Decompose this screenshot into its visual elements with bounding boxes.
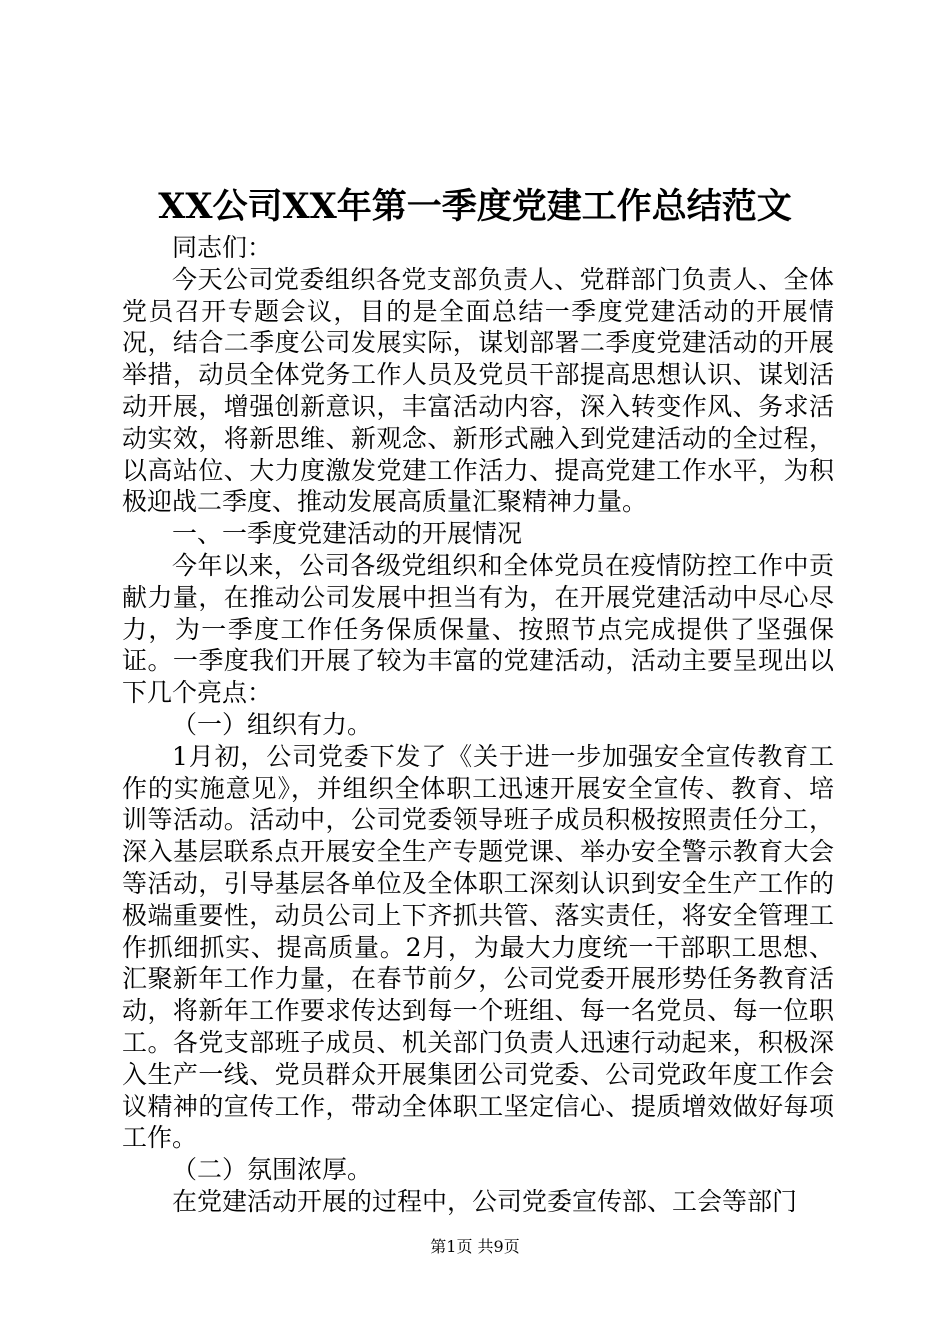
paragraph-intro: 今天公司党委组织各党支部负责人、党群部门负责人、全体党员召开专题会议，目的是全面总结一季度党建活动的开展情况，结合二季度公司发展实际，谋划部署二季度党建活动的开展举措，动员全体党务工作人员及党员干部提高思想认识、谋划活动开展，增强创新意识，丰富活动内容，深入转变作风、务求活动实效，将新思维、新观念、新形式融入到党建活动的全过程，以高站位、大力度激发党建工作活力、提高党建工作水平，为积极迎战二季度、推动发展高质量汇聚精神力量。 — [122, 264, 834, 517]
paragraph-subsection-2: 在党建活动开展的过程中，公司党委宣传部、工会等部门 — [172, 1186, 798, 1216]
subsection-heading-1: （一）组织有力。 — [172, 709, 373, 739]
paragraph-subsection-1: 1月初，公司党委下发了《关于进一步加强安全宣传教育工作的实施意见》，并组织全体职工迅速开展安全宣传、教育、培训等活动。活动中，公司党委领导班子成员积极按照责任分工，深入基层联系点开展安全生产专题党课、举办安全警示教育大会等活动，引导基层各单位及全体职工深刻认识到安全生产工作的极端重要性，动员公司上下齐抓共管、落实责任，将安全管理工作抓细抓实、提高质量。2月，为最大力度统一干部职工思想、汇聚新年工作力量，在春节前夕，公司党委开展形势任务教育活动，将新年工作要求传达到每一个班组、每一名党员、每一位职工。各党支部班子成员、机关部门负责人迅速行动起来，积极深入生产一线、党员群众开展集团公司党委、公司党政年度工作会议精神的宣传工作，带动全体职工坚定信心、提质增效做好每项工作。 — [122, 741, 834, 1153]
salutation: 同志们： — [172, 233, 273, 262]
subsection-heading-2: （二）氛围浓厚。 — [172, 1155, 373, 1185]
document-body — [122, 232, 834, 1218]
section-heading-1: 一、一季度党建活动的开展情况 — [172, 519, 523, 549]
paragraph-section-1: 今年以来，公司各级党组织和全体党员在疫情防控工作中贡献力量，在推动公司发展中担当有为，在开展党建活动中尽心尽力，为一季度工作任务保质保量、按照节点完成提供了坚强保证。一季度我们开展了较为丰富的党建活动，活动主要呈现出以下几个亮点： — [122, 550, 834, 708]
page-number-footer: 第1页 共9页 — [430, 1237, 520, 1256]
document-title: XX公司XX年第一季度党建工作总结范文 — [158, 186, 792, 227]
